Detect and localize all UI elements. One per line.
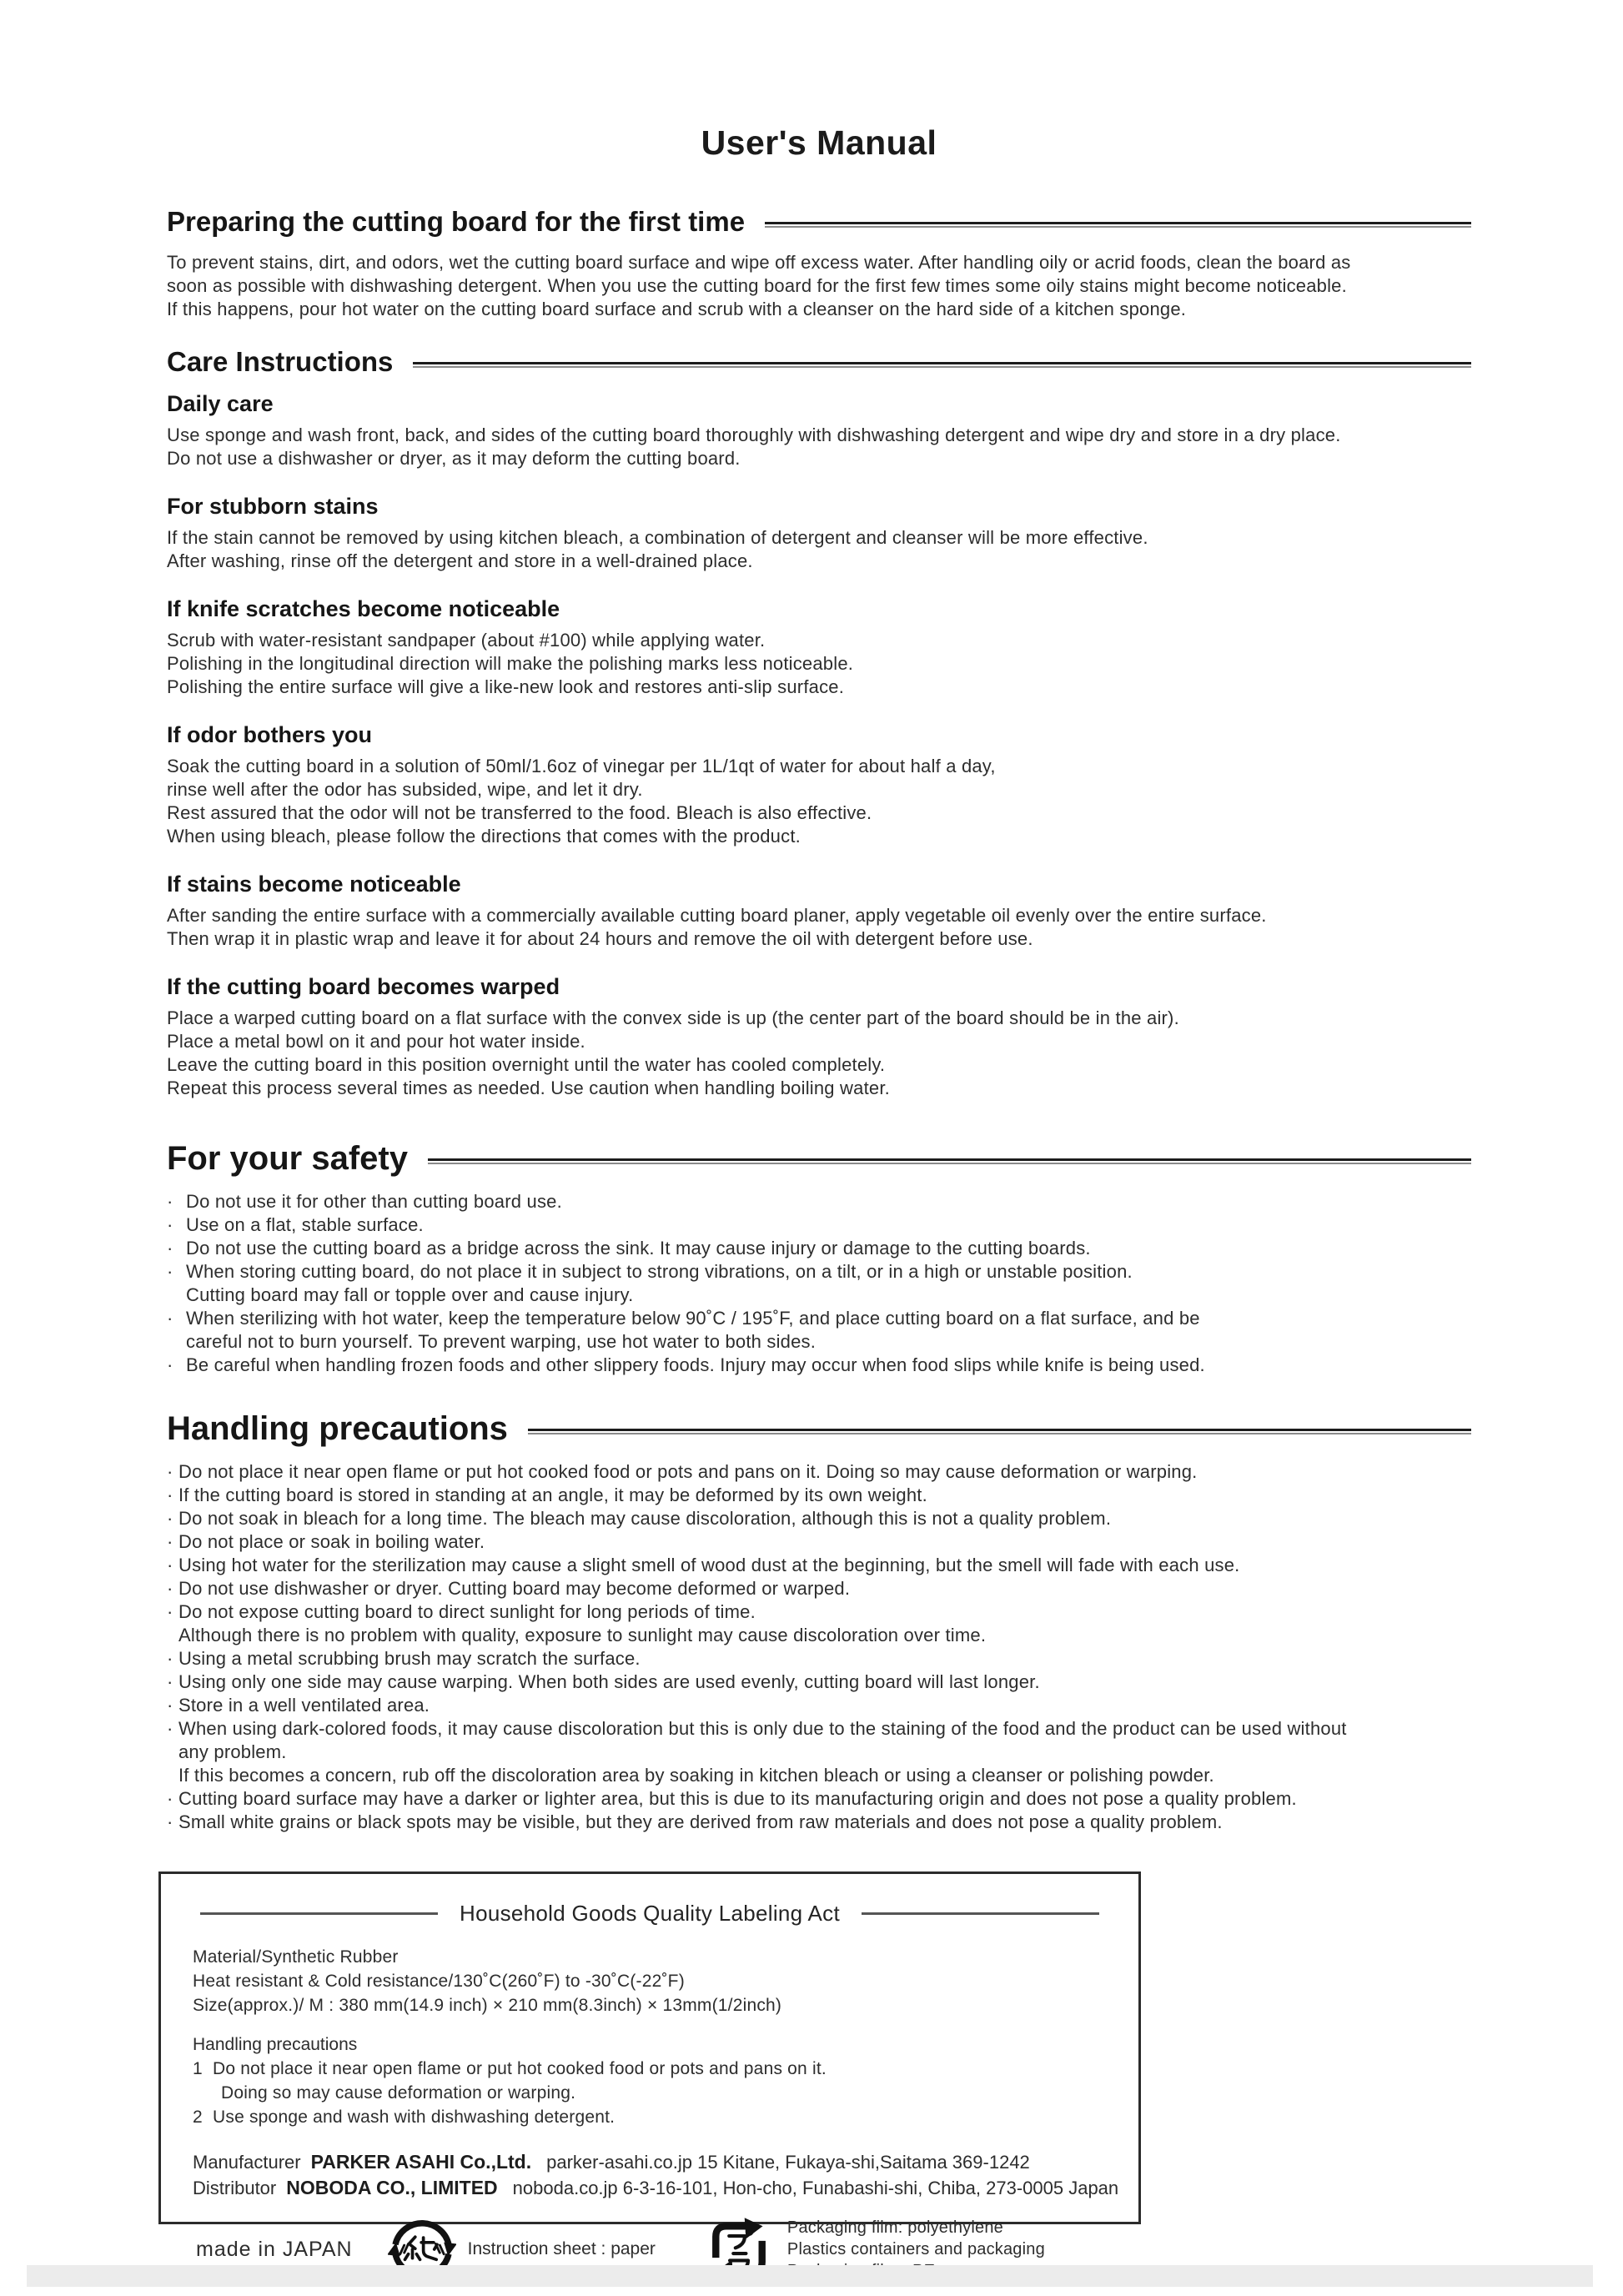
- text-line: Polishing in the longitudinal direction will make the polishing marks less noticeable.: [167, 653, 854, 674]
- text-line: Repeat this process several times as needed. Use caution when handling boiling water.: [167, 1078, 890, 1098]
- bullet-item: [167, 1577, 1471, 1600]
- safety-bullet-list: [167, 1190, 1471, 1377]
- label-box-title: Household Goods Quality Labeling Act: [460, 1901, 840, 1926]
- subsection-text: [167, 904, 1471, 951]
- bullet-marker: ·: [167, 1578, 173, 1599]
- bullet-item: [167, 1484, 1471, 1507]
- text-line: Using a metal scrubbing brush may scratch the surface.: [178, 1648, 641, 1669]
- bullet-marker: ·: [167, 1648, 173, 1669]
- bullet-text: [186, 1307, 1200, 1354]
- bullet-text: [178, 1507, 1111, 1530]
- numbered-item-text: [213, 2057, 827, 2105]
- label-box-precautions-heading: Handling precautions: [193, 2035, 358, 2054]
- heading-rule: [428, 1158, 1471, 1164]
- care-subsection: [167, 492, 1471, 573]
- text-line: Do not place it near open flame or put hot cooked food or pots and pans on it. Doing so may cause deformation or warping.: [178, 1461, 1198, 1482]
- bullet-item: [167, 1460, 1471, 1484]
- label-box-precautions: [193, 2057, 1107, 2129]
- section-heading-handling: [167, 1409, 1471, 1449]
- document-content: [167, 0, 1471, 1834]
- bullet-item: [167, 1213, 1471, 1237]
- text-line: any problem.: [178, 1741, 287, 1762]
- text-line: Rest assured that the odor will not be transferred to the food. Bleach is also effective.: [167, 802, 872, 823]
- section-heading-preparing: [167, 204, 1471, 239]
- text-line: After sanding the entire surface with a commercially available cutting board planer, apply vegetable oil evenly over the entire surface.: [167, 905, 1267, 926]
- text-line: Be careful when handling frozen foods and other slippery foods. Injury may occur when food slips while knife is being used.: [186, 1354, 1205, 1375]
- handling-bullet-list: [167, 1460, 1471, 1834]
- made-in-japan-label: made in JAPAN: [196, 2237, 353, 2261]
- text-line: When sterilizing with hot water, keep the temperature below 90˚C / 195˚F, and place cutting board on a flat surface, and be: [186, 1308, 1200, 1329]
- text-line: soon as possible with dishwashing detergent. When you use the cutting board for the first few times some oily stains might become noticeable.: [167, 275, 1347, 296]
- bullet-item: [167, 1717, 1471, 1787]
- bullet-marker: ·: [167, 1508, 173, 1529]
- bullet-marker: ·: [167, 1811, 173, 1832]
- text-line: careful not to burn yourself. To prevent warping, use hot water to both sides.: [186, 1331, 817, 1352]
- bullet-marker: ·: [167, 1485, 173, 1505]
- text-line: Using hot water for the sterilization may cause a slight smell of wood dust at the beginning, but the smell will fade with each use.: [178, 1555, 1240, 1575]
- section-heading-safety: [167, 1138, 1471, 1178]
- bullet-marker: ·: [167, 1214, 173, 1235]
- subsection-text: [167, 424, 1471, 470]
- text-line: Do not use it for other than cutting board use.: [186, 1191, 562, 1212]
- bullet-item: [167, 1554, 1471, 1577]
- subsection-heading: Daily care: [167, 391, 274, 416]
- bullet-marker: ·: [167, 1555, 173, 1575]
- text-line: Cutting board may fall or topple over and cause injury.: [186, 1284, 634, 1305]
- care-subsection: [167, 972, 1471, 1100]
- bullet-text: [178, 1577, 850, 1600]
- heading-rule: [528, 1429, 1471, 1434]
- subsection-text: [167, 526, 1471, 573]
- subsection-text: [167, 629, 1471, 699]
- section-heading-handling-label: Handling precautions: [167, 1410, 508, 1447]
- text-line: Place a warped cutting board on a flat surface with the convex side is up (the center part of the board should be in the air).: [167, 1007, 1179, 1028]
- bullet-text: [178, 1554, 1240, 1577]
- bullet-item: [167, 1237, 1471, 1260]
- maker-name: NOBODA CO., LIMITED: [286, 2177, 498, 2198]
- bullet-text: [186, 1237, 1091, 1260]
- bullet-item: [167, 1600, 1471, 1647]
- bullet-item: [167, 1307, 1471, 1354]
- text-line: Do not soak in bleach for a long time. The bleach may cause discoloration, although this is not a quality problem.: [178, 1508, 1112, 1529]
- bullet-text: [186, 1354, 1205, 1377]
- care-subsection: [167, 595, 1471, 699]
- bullet-item: [167, 1671, 1471, 1694]
- bullet-marker: ·: [167, 1308, 173, 1329]
- subsection-heading: For stubborn stains: [167, 494, 379, 519]
- text-line: To prevent stains, dirt, and odors, wet the cutting board surface and wipe off excess water. After handling oily or acrid foods, clean the board as: [167, 252, 1351, 273]
- heading-rule: [765, 222, 1471, 228]
- quality-labeling-box: [158, 1871, 1141, 2261]
- bullet-text: [178, 1460, 1197, 1484]
- bullet-item: [167, 1787, 1471, 1811]
- section-heading-care: [167, 344, 1471, 379]
- numbered-item-text: [213, 2105, 615, 2129]
- heading-rule: [413, 362, 1471, 368]
- text-line: Place a metal bowl on it and pour hot water inside.: [167, 1031, 585, 1052]
- page-title: User's Manual: [701, 123, 937, 162]
- text-line: Soak the cutting board in a solution of 50ml/1.6oz of vinegar per 1L/1qt of water for about half a day,: [167, 756, 996, 776]
- care-subsection: [167, 870, 1471, 951]
- text-line: Do not use the cutting board as a bridge across the sink. It may cause injury or damage to the cutting boards.: [186, 1238, 1091, 1259]
- text-line: Use on a flat, stable surface.: [186, 1214, 424, 1235]
- subsection-text: [167, 1007, 1471, 1100]
- bullet-text: [178, 1647, 641, 1671]
- bullet-text: [178, 1484, 927, 1507]
- label-box-title-row: [193, 1901, 1107, 1927]
- subsection-heading: If stains become noticeable: [167, 872, 461, 897]
- text-line: Leave the cutting board in this position overnight until the water has cooled completely.: [167, 1054, 886, 1075]
- text-line: Packaging film: polyethylene: [786, 2218, 1003, 2237]
- maker-block: [193, 2149, 1119, 2201]
- item-number: 1: [193, 2059, 203, 2078]
- bullet-marker: ·: [167, 1671, 173, 1692]
- kanji-paper-glyph: [404, 2237, 437, 2259]
- bullet-text: [186, 1213, 424, 1237]
- text-line: After washing, rinse off the detergent and store in a well-drained place.: [167, 550, 753, 571]
- bullet-marker: ·: [167, 1191, 173, 1212]
- preparing-paragraph: [167, 251, 1471, 321]
- maker-label: Distributor: [193, 2178, 277, 2198]
- text-line: Size(approx.)/ M : 380 mm(14.9 inch) × 210 mm(8.3inch) × 13mm(1/2inch): [193, 1996, 782, 2015]
- bullet-marker: ·: [167, 1354, 173, 1375]
- bullet-item: [167, 1507, 1471, 1530]
- text-line: Doing so may cause deformation or warping.: [221, 2083, 576, 2103]
- subsection-heading: If knife scratches become noticeable: [167, 596, 560, 621]
- text-line: When using dark-colored foods, it may cause discoloration but this is only due to the staining of the food and the product can be used without: [178, 1718, 1347, 1739]
- text-line: If the stain cannot be removed by using kitchen bleach, a combination of detergent and cleanser will be more effective.: [167, 527, 1148, 548]
- bullet-item: [167, 1811, 1471, 1834]
- bullet-item: [167, 1647, 1471, 1671]
- bullet-marker: ·: [167, 1601, 173, 1622]
- care-subsection: [167, 721, 1471, 848]
- text-line: Material/Synthetic Rubber: [193, 1947, 399, 1967]
- text-line: When storing cutting board, do not place it in subject to strong vibrations, on a tilt, or in a high or unstable position.: [186, 1261, 1133, 1282]
- maker-row: [193, 2149, 1107, 2175]
- text-line: Do not place it near open flame or put hot cooked food or pots and pans on it.: [213, 2059, 827, 2078]
- text-line: Store in a well ventilated area.: [178, 1695, 430, 1716]
- numbered-item: [193, 2105, 1107, 2129]
- subsection-text: [167, 755, 1471, 848]
- bullet-item: [167, 1530, 1471, 1554]
- text-line: Using only one side may cause warping. When both sides are used evenly, cutting board will last longer.: [178, 1671, 1040, 1692]
- item-number: 2: [193, 2108, 203, 2127]
- bullet-text: [178, 1787, 1297, 1811]
- text-line: Scrub with water-resistant sandpaper (about #100) while applying water.: [167, 630, 766, 651]
- paper-icon-caption: Instruction sheet : paper: [467, 2239, 656, 2258]
- bullet-text: [178, 1530, 485, 1554]
- bullet-text: [186, 1260, 1133, 1307]
- bullet-text: [178, 1694, 430, 1717]
- text-line: Do not place or soak in boiling water.: [178, 1531, 485, 1552]
- bullet-marker: ·: [167, 1718, 173, 1739]
- care-subsection: [167, 389, 1471, 470]
- text-line: If this becomes a concern, rub off the discoloration area by soaking in kitchen bleach or using a cleanser or polishing powder.: [178, 1765, 1214, 1786]
- maker-label: Manufacturer: [193, 2152, 301, 2173]
- text-line: rinse well after the odor has subsided, wipe, and let it dry.: [167, 779, 643, 800]
- bullet-marker: ·: [167, 1531, 173, 1552]
- bullet-item: [167, 1190, 1471, 1213]
- bullet-item: [167, 1354, 1471, 1377]
- text-line: Then wrap it in plastic wrap and leave it for about 24 hours and remove the oil with detergent before use.: [167, 928, 1033, 949]
- title-rule-right: [862, 1912, 1099, 1915]
- text-line: Do not use a dishwasher or dryer, as it may deform the cutting board.: [167, 448, 741, 469]
- section-heading-preparing-label: Preparing the cutting board for the first time: [167, 206, 746, 237]
- bullet-text: [178, 1671, 1040, 1694]
- numbered-item: [193, 2057, 1107, 2105]
- bullet-item: [167, 1694, 1471, 1717]
- subsection-heading: If odor bothers you: [167, 722, 372, 747]
- scan-artifact-band: [27, 2265, 1593, 2287]
- text-line: Although there is no problem with quality, exposure to sunlight may cause discoloration over time.: [178, 1625, 987, 1645]
- text-line: Do not use dishwasher or dryer. Cutting board may become deformed or warped.: [178, 1578, 851, 1599]
- bullet-text: [178, 1811, 1223, 1834]
- bullet-marker: ·: [167, 1695, 173, 1716]
- bullet-marker: ·: [167, 1238, 173, 1259]
- maker-row: [193, 2175, 1119, 2201]
- label-box-specs: [193, 1945, 1107, 2017]
- maker-address: parker-asahi.co.jp 15 Kitane, Fukaya-shi,Saitama 369-1242: [546, 2152, 1030, 2173]
- bullet-text: [178, 1600, 986, 1647]
- maker-address: noboda.co.jp 6-3-16-101, Hon-cho, Funabashi-shi, Chiba, 273-0005 Japan: [512, 2178, 1119, 2198]
- section-heading-safety-label: For your safety: [167, 1140, 408, 1177]
- text-line: Plastics containers and packaging: [786, 2240, 1045, 2258]
- bullet-marker: ·: [167, 1461, 173, 1482]
- bullet-item: [167, 1260, 1471, 1307]
- bullet-text: [186, 1190, 562, 1213]
- title-rule-left: [200, 1912, 438, 1915]
- text-line: Use sponge and wash front, back, and sides of the cutting board thoroughly with dishwashing detergent and wipe dry and store in a dry place.: [167, 425, 1341, 445]
- bullet-marker: ·: [167, 1788, 173, 1809]
- text-line: Do not expose cutting board to direct sunlight for long periods of time.: [178, 1601, 756, 1622]
- text-line: Polishing the entire surface will give a like-new look and restores anti-slip surface.: [167, 676, 845, 697]
- section-heading-care-label: Care Instructions: [167, 346, 394, 377]
- text-line: Small white grains or black spots may be visible, but they are derived from raw materials and does not pose a quality problem.: [178, 1811, 1223, 1832]
- text-line: If the cutting board is stored in standing at an angle, it may be deformed by its own weight.: [178, 1485, 927, 1505]
- text-line: Heat resistant & Cold resistance/130˚C(260˚F) to -30˚C(-22˚F): [193, 1972, 685, 1991]
- maker-name: PARKER ASAHI Co.,Ltd.: [310, 2151, 532, 2173]
- care-subsections: [167, 389, 1471, 1100]
- bullet-text: [178, 1717, 1347, 1787]
- text-line: When using bleach, please follow the directions that comes with the product.: [167, 826, 801, 847]
- text-line: Cutting board surface may have a darker or lighter area, but this is due to its manufacturing origin and does not pose a quality problem.: [178, 1788, 1297, 1809]
- text-line: If this happens, pour hot water on the cutting board surface and scrub with a cleanser on the hard side of a kitchen sponge.: [167, 299, 1187, 319]
- bullet-marker: ·: [167, 1261, 173, 1282]
- text-line: Use sponge and wash with dishwashing detergent.: [213, 2108, 616, 2127]
- subsection-heading: If the cutting board becomes warped: [167, 974, 560, 999]
